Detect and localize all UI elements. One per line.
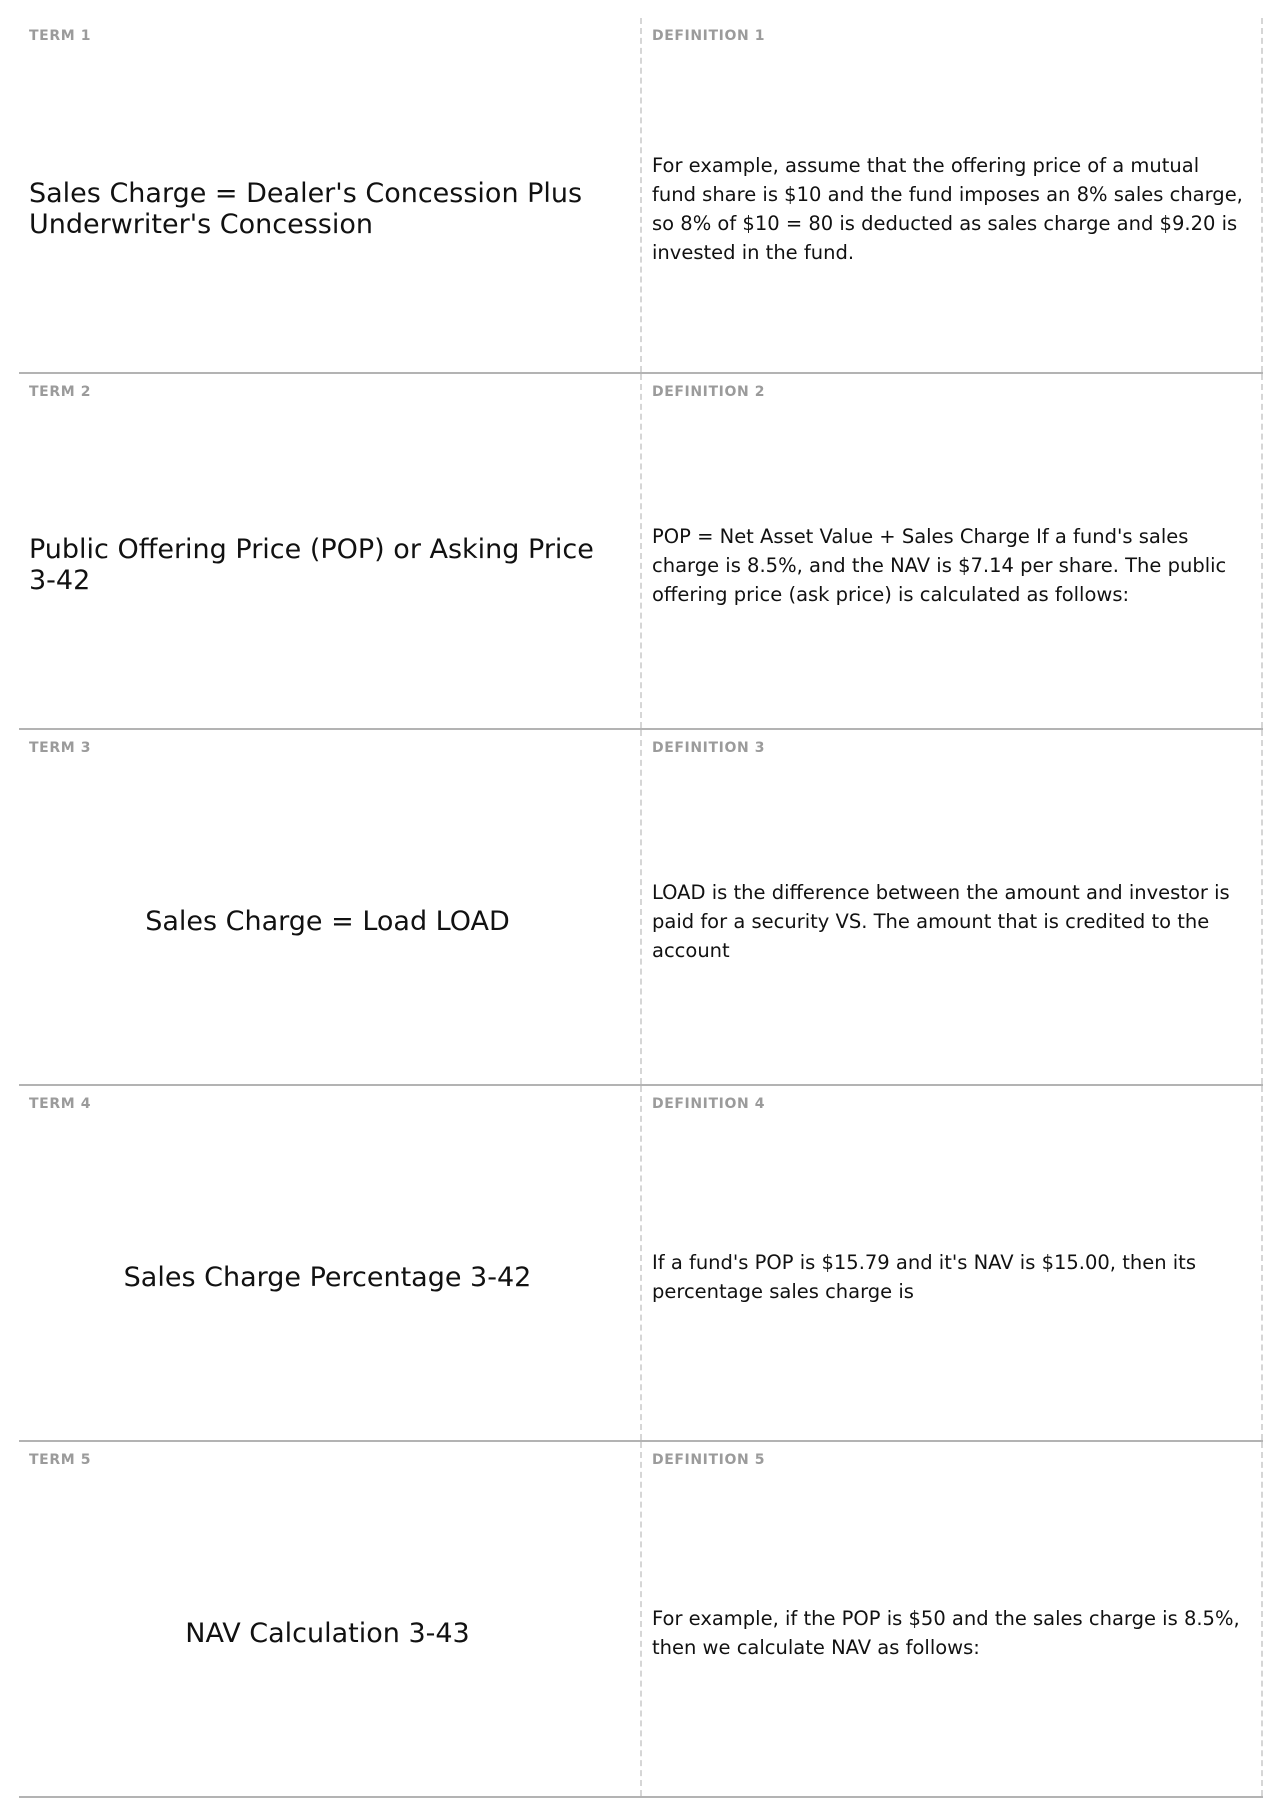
flashcard-sheet	[19, 18, 1263, 1798]
term-cell	[19, 1442, 642, 1796]
card-row-5	[19, 1442, 1263, 1798]
term-text: Sales Charge = Load LOAD	[145, 905, 510, 937]
term-cell	[19, 374, 642, 728]
term-body	[29, 766, 626, 1076]
card-row-1	[19, 18, 1263, 374]
definition-label: DEFINITION 2	[652, 384, 766, 400]
definition-text: For example, assume that the offering price of a mutual fund share is $10 and the fund imposes an 8% sales charge, so 8% of $10 = 80 is deducted as sales charge and $9.20 is invested in the fund.	[652, 154, 1243, 264]
term-label: TERM 5	[29, 1452, 92, 1468]
definition-body	[652, 410, 1247, 720]
term-text: Sales Charge Percentage 3-42	[123, 1261, 532, 1293]
card-row-3	[19, 730, 1263, 1086]
term-label: TERM 1	[29, 28, 92, 44]
definition-label: DEFINITION 4	[652, 1096, 766, 1112]
term-label: TERM 2	[29, 384, 92, 400]
term-body	[29, 1478, 626, 1788]
term-label: TERM 3	[29, 740, 92, 756]
term-body	[29, 1122, 626, 1432]
definition-label: DEFINITION 1	[652, 28, 766, 44]
definition-label: DEFINITION 5	[652, 1452, 766, 1468]
definition-text: LOAD is the difference between the amount and investor is paid for a security VS. The amount that is credited to the account	[652, 880, 1230, 962]
term-text: NAV Calculation 3-43	[185, 1617, 470, 1649]
definition-body	[652, 766, 1247, 1076]
definition-cell	[642, 18, 1263, 372]
term-text: Sales Charge = Dealer's Concession Plus Underwriter's Concession	[29, 178, 583, 240]
term-body	[29, 410, 626, 720]
definition-cell	[642, 1442, 1263, 1796]
card-row-2	[19, 374, 1263, 730]
definition-cell	[642, 730, 1263, 1084]
term-cell	[19, 730, 642, 1084]
term-text: Public Offering Price (POP) or Asking Price 3-42	[29, 534, 594, 596]
definition-cell	[642, 374, 1263, 728]
term-cell	[19, 18, 642, 372]
term-label: TERM 4	[29, 1096, 92, 1112]
definition-body	[652, 1122, 1247, 1432]
definition-text: For example, if the POP is $50 and the sales charge is 8.5%, then we calculate NAV as follows:	[652, 1607, 1240, 1659]
card-row-4	[19, 1086, 1263, 1442]
term-cell	[19, 1086, 642, 1440]
definition-body	[652, 1478, 1247, 1788]
term-body	[29, 54, 626, 364]
definition-text: POP = Net Asset Value + Sales Charge If a fund's sales charge is 8.5%, and the NAV is $7.14 per share. The public offering price (ask price) is calculated as follows:	[652, 524, 1227, 606]
definition-text: If a fund's POP is $15.79 and it's NAV is $15.00, then its percentage sales charge is	[652, 1251, 1196, 1303]
definition-label: DEFINITION 3	[652, 740, 766, 756]
definition-body	[652, 54, 1247, 364]
definition-cell	[642, 1086, 1263, 1440]
